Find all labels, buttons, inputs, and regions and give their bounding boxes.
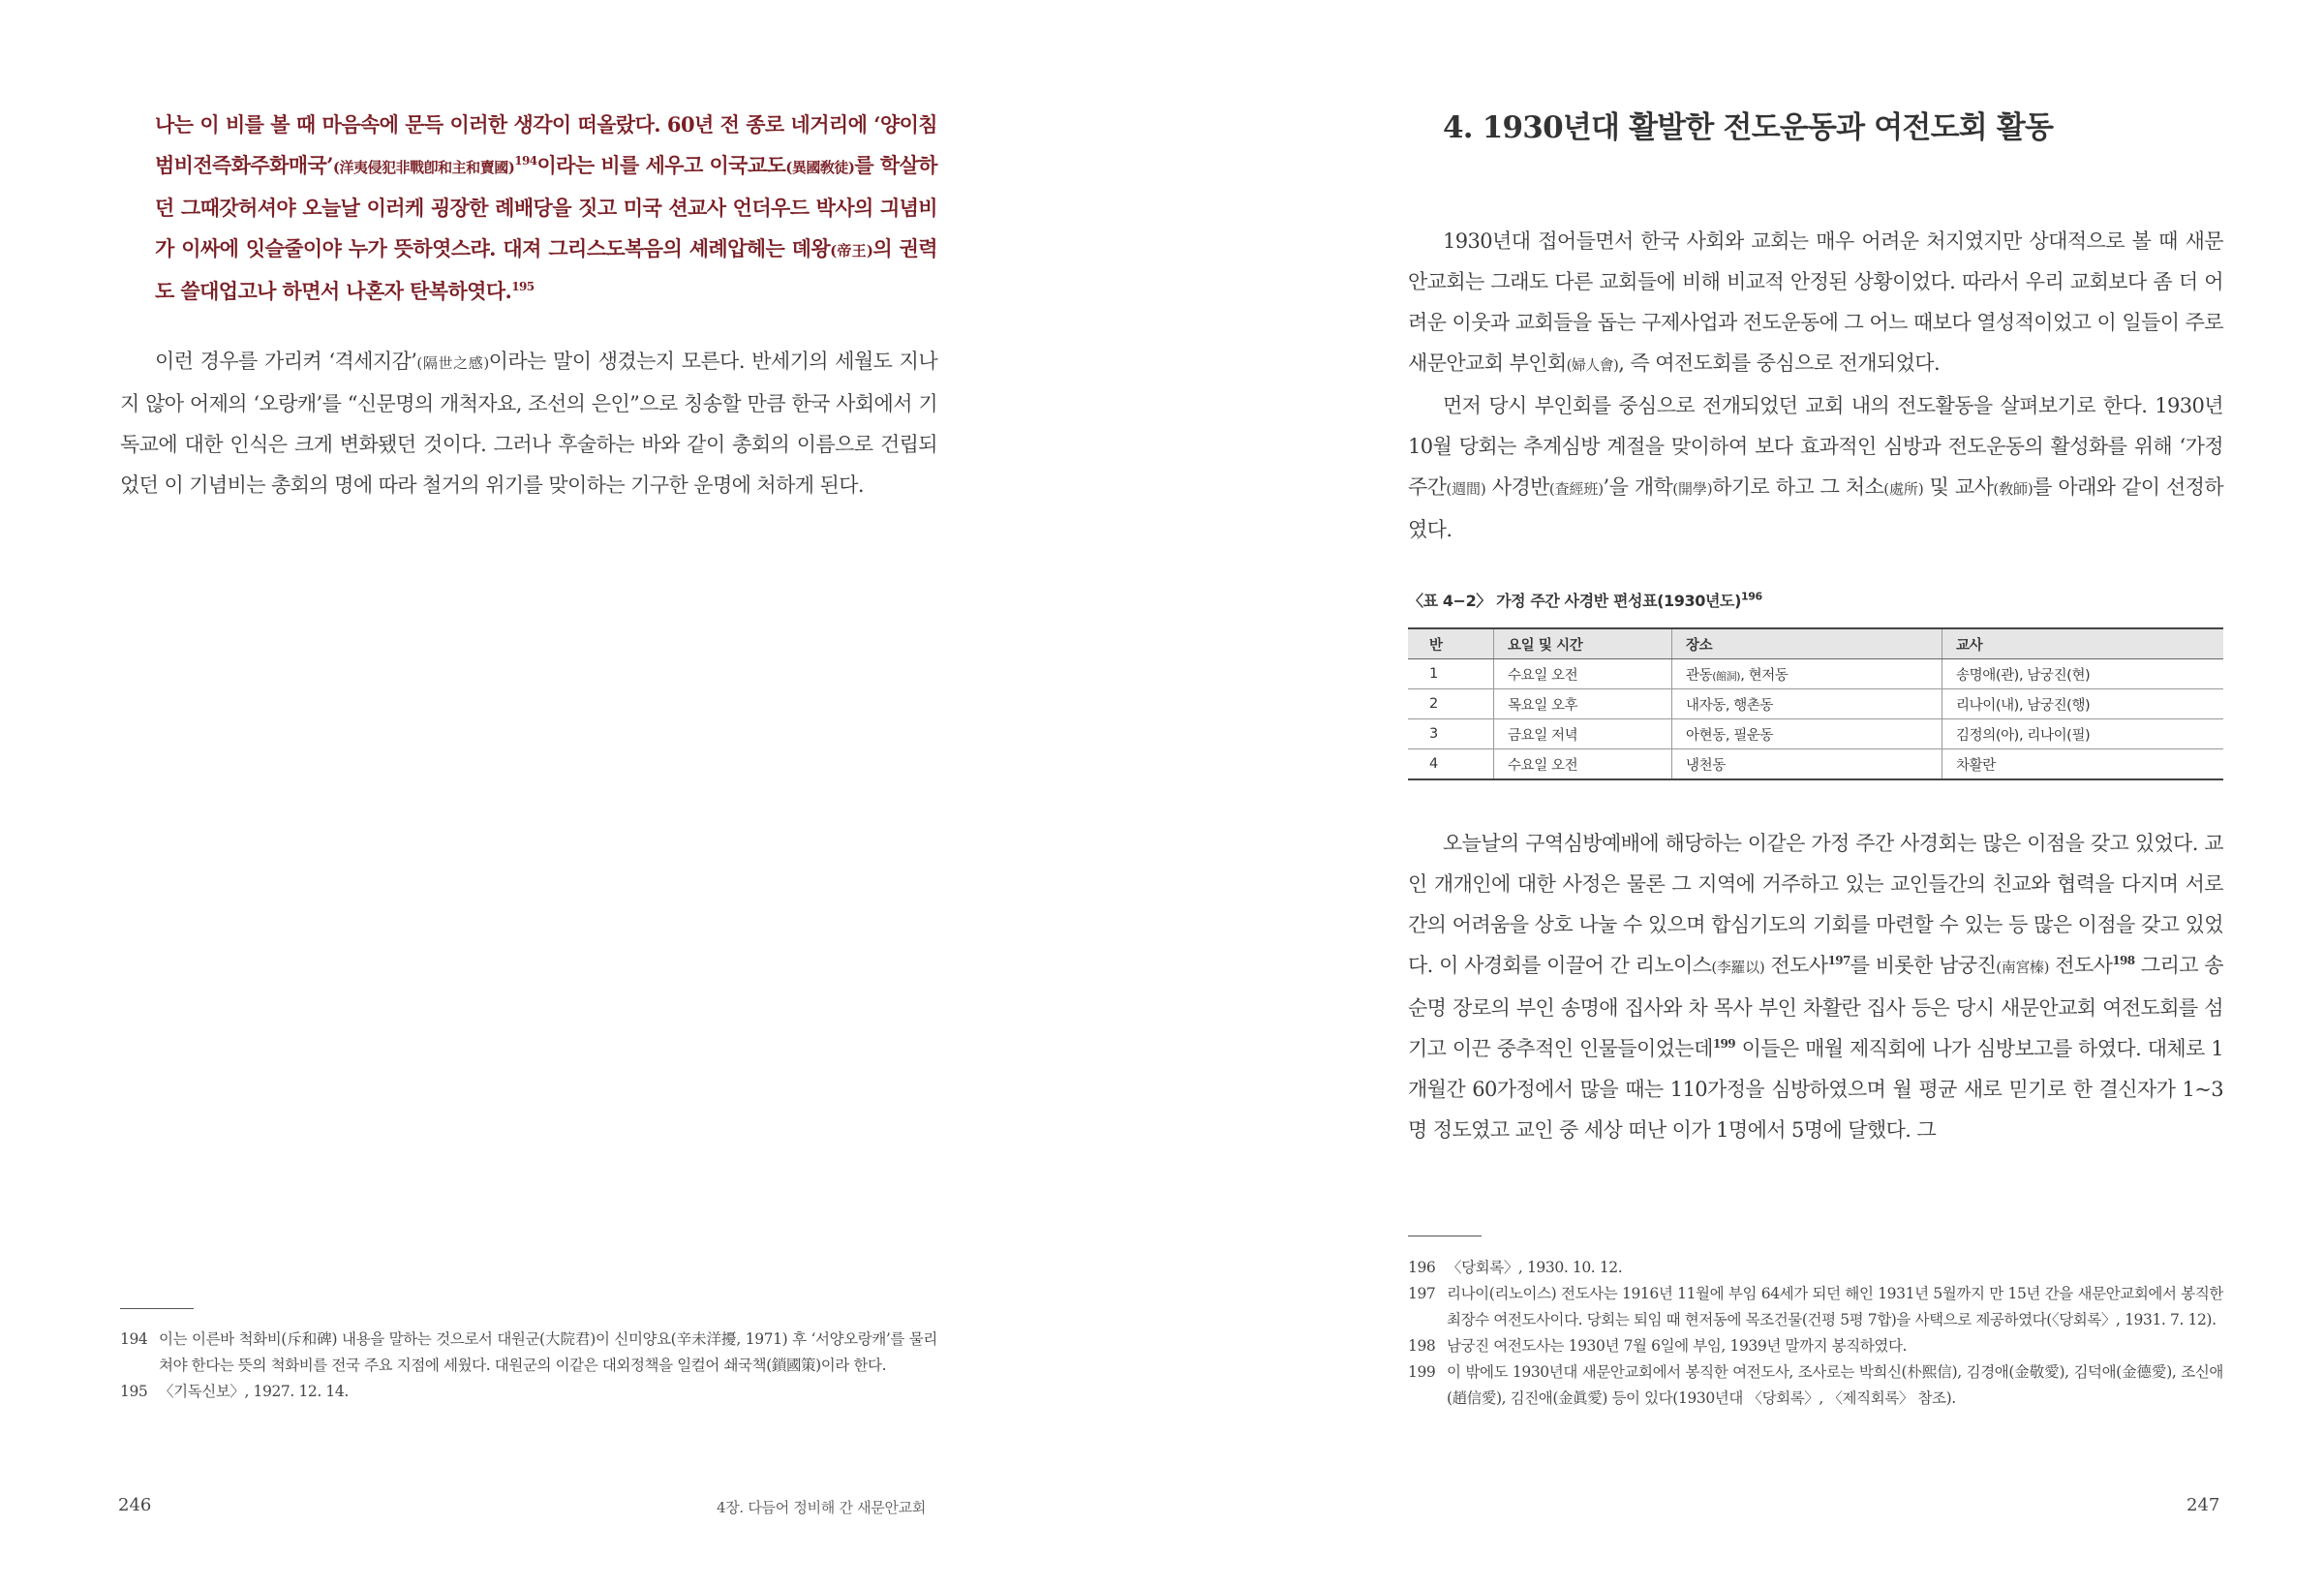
paragraph-text: 전도사 (1764, 954, 1828, 977)
paragraph-hanja: (婦人會) (1566, 356, 1619, 374)
table-row (1408, 659, 2223, 689)
paragraph-hanja: (隔世之感) (416, 354, 489, 372)
table-cell: 수요일 오전 (1494, 749, 1672, 780)
paragraph-text: 이런 경우를 가리켜 ‘격세지감’ (155, 350, 417, 373)
table-caption-text: 〈표 4−2〉 가정 주간 사경반 편성표(1930년도) (1408, 592, 1742, 610)
table-cell: 4 (1408, 749, 1494, 780)
right-body-paragraph (1408, 823, 2223, 1150)
page-number-right: 247 (2186, 1495, 2220, 1515)
footnote-number: 197 (1408, 1285, 1436, 1302)
table-cell: 1 (1408, 659, 1494, 689)
paragraph-text: 사경반 (1485, 475, 1549, 499)
footnote-text: 〈기독신보〉, 1927. 12. 14. (159, 1383, 349, 1400)
footnote-text: 이 밖에도 1930년대 새문안교회에서 봉직한 여전도사, 조사로는 박희신(朴熙信), 김경애(金敬愛), 김덕애(金德愛), 조신애(趙信愛), 김진애(金眞愛) 등이 있다(1930년대 〈당회록〉, 〈제직회록〉 참조). (1447, 1363, 2223, 1407)
footnote-ref-198[interactable]: 198 (2112, 954, 2135, 967)
footnote-number: 195 (120, 1383, 148, 1400)
table-cell: 송명애(관), 남궁진(현) (1942, 659, 2224, 689)
paragraph-text: 오늘날의 구역심방예배에 해당하는 이같은 가정 주간 사경회는 많은 이점을 갖고 있었다. 교인 개개인에 대한 사정은 물론 그 지역에 거주하고 있는 교인들간의 친교와 협력을 다지며 서로간의 어려움을 상호 나눌 수 있으며 합심기도의 기회를 마련할 수 있는 등 많은 이점을 갖고 있었다. 이 사경회를 이끌어 간 리노이스 (1408, 832, 2223, 977)
right-page (1162, 0, 2324, 1587)
section-title: 4. 1930년대 활발한 전도운동과 여전도회 활동 (1443, 110, 2054, 145)
table-cell: 금요일 저녁 (1494, 719, 1672, 749)
table-row (1408, 689, 2223, 719)
table-cell: 냉천동 (1672, 749, 1942, 780)
schedule-table (1408, 627, 2223, 780)
footnote-text: 〈당회록〉, 1930. 10. 12. (1447, 1259, 1623, 1276)
column-header: 교사 (1942, 628, 2224, 659)
paragraph-text: 먼저 당시 부인회를 중심으로 전개되었던 교회 내의 전도활동을 살펴보기로 한다. 1930년 10월 당회는 추계심방 계절을 맞이하여 보다 효과적인 심방과 전도운동의 활성화를 위해 ‘가정 주간 (1408, 394, 2223, 499)
footnote-ref-197[interactable]: 197 (1827, 954, 1850, 967)
table-cell (1672, 659, 1942, 689)
paragraph-hanja: (週間) (1446, 480, 1486, 498)
footnote-ref-195[interactable]: 195 (511, 280, 535, 293)
paragraph-text: , 즉 여전도회를 중심으로 전개되었다. (1618, 351, 1941, 375)
cell-hanja: (館洞) (1712, 669, 1741, 683)
paragraph-hanja: (査經班) (1548, 480, 1604, 498)
paragraph-text: 및 교사 (1923, 475, 1994, 499)
paragraph-hanja: (敎師) (1993, 480, 2034, 498)
table-cell: 리나이(내), 남궁진(행) (1942, 689, 2224, 719)
footnote-195 (120, 1379, 937, 1405)
column-header: 요일 및 시간 (1494, 628, 1672, 659)
table-cell: 3 (1408, 719, 1494, 749)
quote-hanja: (異國敎徒) (785, 159, 855, 176)
table-header-row (1408, 628, 2223, 659)
footnote-199 (1408, 1359, 2223, 1412)
table-cell: 김정의(아), 리나이(필) (1942, 719, 2224, 749)
footnote-number: 198 (1408, 1337, 1436, 1355)
table-cell: 수요일 오전 (1494, 659, 1672, 689)
footnote-text: 이는 이른바 척화비(斥和碑) 내용을 말하는 것으로서 대원군(大院君)이 신미양요(辛未洋擾, 1971) 후 ‘서양오랑캐’를 물리쳐야 한다는 뜻의 척화비를 전국 주요 지점에 세웠다. 대원군의 이같은 대외정책을 일컬어 쇄국책(鎖國策)이라 한다. (159, 1330, 937, 1374)
paragraph-hanja: (李羅以) (1711, 959, 1765, 976)
quote-text: 의 권력도 쓸대업고나 하면서 나혼자 탄복하엿다. (155, 236, 937, 303)
left-body-paragraph (120, 341, 937, 505)
quote-text: 를 학살하던 그때갓허셔야 오늘날 이러케 굉장한 례배당을 짓고 미국 션교사 언더우드 박사의 긔념비가 이싸에 잇슬줄이야 누가 뜻하엿스랴. 대져 그리스도복음의 셰례압헤는 뎨왕 (155, 153, 937, 260)
paragraph-text: 를 비롯한 남궁진 (1850, 954, 1997, 977)
footnote-number: 194 (120, 1330, 148, 1348)
paragraph-text: 그리고 송순명 장로의 부인 송명애 집사와 차 목사 부인 차활란 집사 등은 당시 새문안교회 여전도회를 섬기고 이끈 중추적인 인물들이었는데 (1408, 954, 2223, 1060)
footnote-194 (120, 1327, 937, 1379)
cell-text: 관동 (1686, 667, 1713, 684)
footnote-text: 리나이(리노이스) 전도사는 1916년 11월에 부임 64세가 되던 해인 1931년 5월까지 만 15년 간을 새문안교회에서 봉직한 최장수 여전도사이다. 당회는 퇴임 때 현저동에 목조건물(건평 5평 7합)을 사택으로 제공하였다(〈당회록〉, 1931. 7. 12). (1447, 1285, 2223, 1328)
quoted-passage (155, 105, 937, 312)
right-footnotes (1408, 1255, 2223, 1412)
table-cell: 2 (1408, 689, 1494, 719)
footnote-ref-194[interactable]: 194 (514, 154, 537, 168)
paragraph-text: 이들은 매월 제직회에 나가 심방보고를 하였다. 대체로 1개월간 60가정에서 많을 때는 110가정을 심방하였으며 월 평균 새로 믿기로 한 결신자가 1~3명 정도였고 교인 중 세상 떠난 이가 1명에서 5명에 달했다. 그 (1408, 1037, 2224, 1142)
footnote-rule (120, 1308, 194, 1309)
table-cell: 내자동, 행촌동 (1672, 689, 1942, 719)
running-head: 4장. 다듬어 정비해 간 새문안교회 (717, 1499, 927, 1516)
footnote-198 (1408, 1333, 2223, 1359)
table-cell: 차활란 (1942, 749, 2224, 780)
page-number-left: 246 (118, 1495, 152, 1515)
paragraph-text: 이라는 말이 생겼는지 모른다. 반세기의 세월도 지나지 않아 어제의 ‘오랑캐’를 “신문명의 개척자요, 조선의 은인”으로 칭송할 만큼 한국 사회에서 기독교에 대한 인식은 크게 변화됐던 것이다. 그러나 후술하는 바와 같이 총회의 이름으로 건립되었던 이 기념비는 총회의 명에 따라 철거의 위기를 맞이하는 기구한 운명에 처하게 된다. (120, 350, 938, 497)
footnote-196 (1408, 1255, 2223, 1281)
table-cell: 목요일 오후 (1494, 689, 1672, 719)
paragraph-text: ’을 개학 (1603, 475, 1673, 499)
left-footnotes (120, 1327, 937, 1405)
cell-text: , 현저동 (1740, 667, 1789, 684)
quote-text: 이라는 비를 세우고 이국교도 (536, 153, 786, 177)
footnote-197 (1408, 1281, 2223, 1333)
column-header: 반 (1408, 628, 1494, 659)
quote-hanja: (帝王) (830, 242, 873, 259)
right-intro-paragraphs (1408, 221, 2223, 550)
paragraph-text: 1930년대 접어들면서 한국 사회와 교회는 매우 어려운 처지였지만 상대적으로 볼 때 새문안교회는 그래도 다른 교회들에 비해 비교적 안정된 상황이었다. 따라서 우리 교회보다 좀 더 어려운 이웃과 교회들을 돕는 구제사업과 전도운동에 그 어느 때보다 열성적이었고 이 일들이 주로 새문안교회 부인회 (1408, 229, 2223, 375)
table-row (1408, 719, 2223, 749)
footnote-ref-199[interactable]: 199 (1712, 1037, 1736, 1051)
column-header: 장소 (1672, 628, 1942, 659)
paragraph (1408, 385, 2223, 550)
table-caption (1408, 589, 1762, 611)
quote-hanja: (洋夷侵犯非戰卽和主和賣國) (332, 159, 515, 176)
paragraph (1408, 221, 2223, 385)
paragraph-hanja: (處所) (1883, 480, 1924, 498)
paragraph-text: 를 아래와 같이 선정하였다. (1408, 475, 2224, 541)
table-cell: 아현동, 필운동 (1672, 719, 1942, 749)
paragraph-hanja: (南宮榛) (1996, 959, 2049, 976)
footnote-text: 남궁진 여전도사는 1930년 7월 6일에 부임, 1939년 말까지 봉직하였다. (1447, 1337, 1908, 1355)
footnote-number: 199 (1408, 1363, 1436, 1381)
paragraph-text: 하기로 하고 그 처소 (1712, 475, 1884, 499)
quote-text: 나는 이 비를 볼 때 마음속에 문득 이러한 생각이 떠올랐다. 60년 전 종로 네거리에 ‘양이침범비전즉화주화매국’ (155, 112, 937, 177)
paragraph-hanja: (開學) (1672, 480, 1713, 498)
footnote-ref-196[interactable]: 196 (1741, 590, 1762, 603)
paragraph-text: 전도사 (2048, 954, 2113, 977)
footnote-number: 196 (1408, 1259, 1436, 1276)
table-row (1408, 749, 2223, 780)
